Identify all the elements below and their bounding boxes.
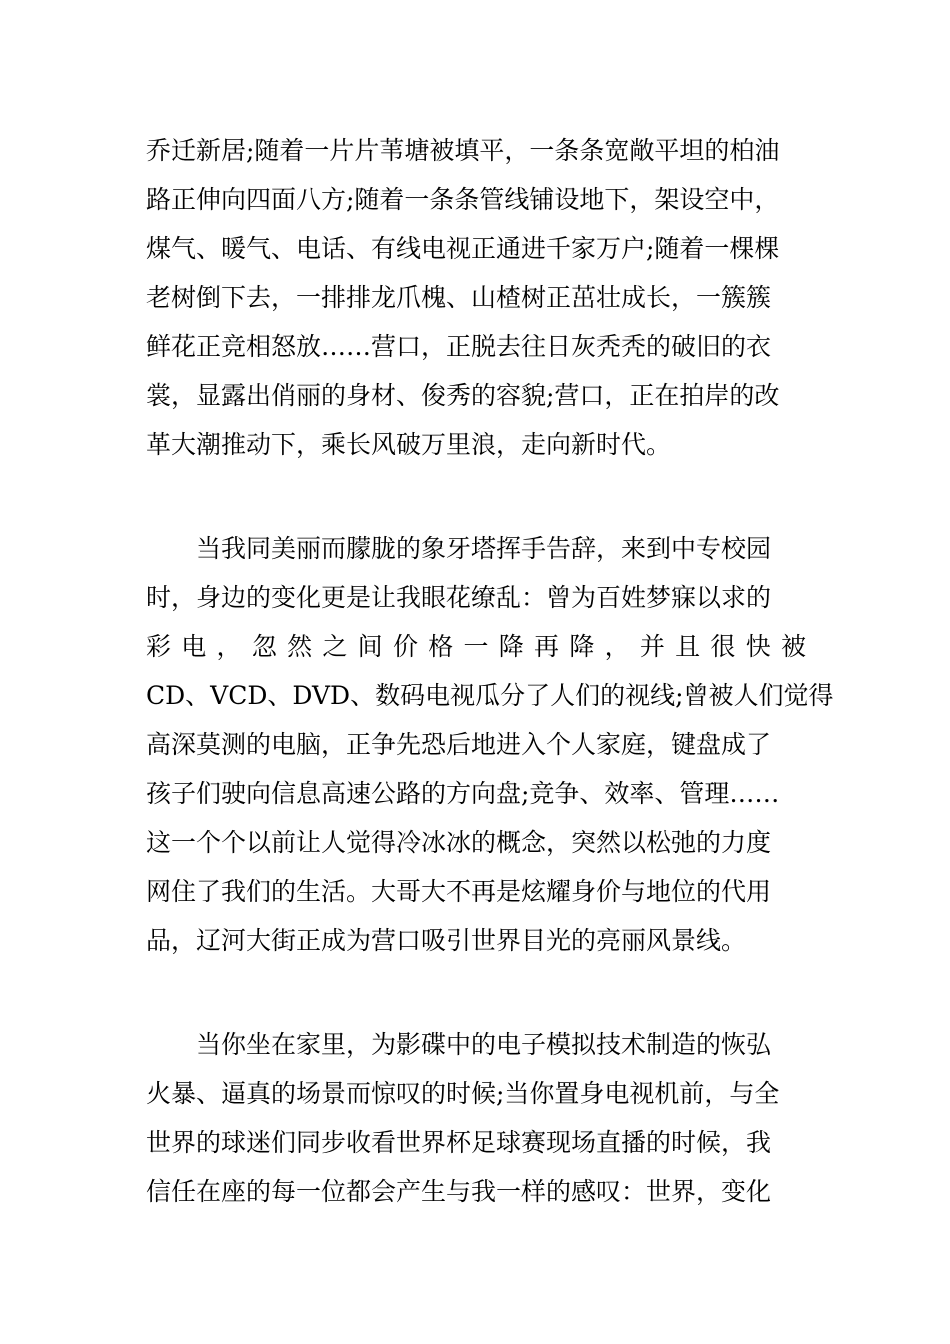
text-line: 革大潮推动下，乘长风破万里浪，走向新时代。: [146, 430, 672, 459]
paragraph-2: [146, 524, 834, 965]
text-line: 世界的球迷们同步收看世界杯足球赛现场直播的时候，我: [146, 1128, 772, 1157]
text-line: 品，辽河大街正成为营口吸引世界目光的亮丽风景线。: [146, 926, 747, 955]
text-line: 网住了我们的生活。大哥大不再是炫耀身价与地位的代用: [146, 877, 772, 906]
text-line: 时，身边的变化更是让我眼花缭乱：曾为百姓梦寐以求的: [146, 583, 772, 612]
text-line: 裳，显露出俏丽的身材、俊秀的容貌;营口，正在拍岸的改: [146, 381, 780, 410]
text-line: 当你坐在家里，为影碟中的电子模拟技术制造的恢弘: [146, 1030, 772, 1059]
text-line: 鲜花正竞相怒放……营口，正脱去往日灰秃秃的破旧的衣: [146, 332, 772, 361]
text-line: 彩电，忽然之间价格一降再降，并且很快被: [146, 632, 806, 661]
text-line: 高深莫测的电脑，正争先恐后地进入个人家庭，键盘成了: [146, 730, 772, 759]
text-line: 火暴、逼真的场景而惊叹的时候;当你置身电视机前，与全: [146, 1079, 780, 1108]
text-line: 孩子们驶向信息高速公路的方向盘;竞争、效率、管理……: [146, 779, 780, 808]
text-line: 路正伸向四面八方;随着一条条管线铺设地下，架设空中，: [146, 185, 780, 214]
text-line: CD、VCD、DVD、数码电视瓜分了人们的视线;曾被人们觉得: [146, 681, 834, 710]
text-line: 信任在座的每一位都会产生与我一样的感叹：世界，变化: [146, 1177, 772, 1206]
text-line: 老树倒下去，一排排龙爪槐、山楂树正茁壮成长，一簇簇: [146, 283, 772, 312]
text-line: 当我同美丽而朦胧的象牙塔挥手告辞，来到中专校园: [146, 534, 772, 563]
text-line: 这一个个以前让人觉得冷冰冰的概念，突然以松弛的力度: [146, 828, 772, 857]
paragraph-3: [146, 1020, 806, 1216]
paragraph-1: [146, 126, 806, 469]
text-line: 煤气、暖气、电话、有线电视正通进千家万户;随着一棵棵: [146, 234, 780, 263]
text-line: 乔迁新居;随着一片片苇塘被填平，一条条宽敞平坦的柏油: [146, 136, 780, 165]
